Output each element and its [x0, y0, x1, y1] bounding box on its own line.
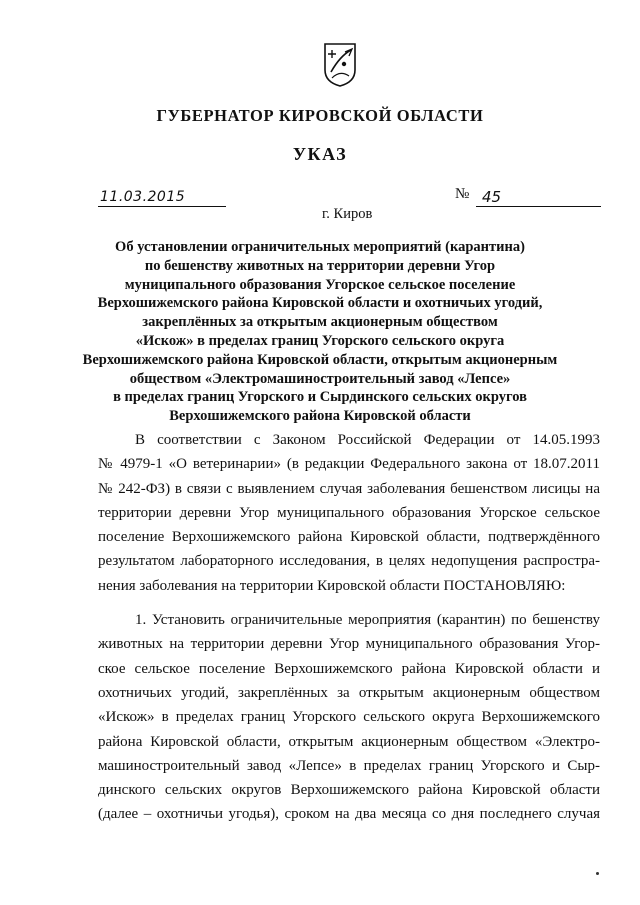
kirov-coat-of-arms-icon — [323, 42, 357, 88]
body-line: 1. Установить ограничительные мероприятия (карантин) по бешенству — [135, 612, 600, 629]
decree-title — [60, 238, 580, 426]
item-1-paragraph — [98, 608, 600, 827]
title-line: по бешенству животных на территории деревни Угор — [144, 257, 496, 274]
title-line: муниципального образования Угорское сельское поселение — [124, 276, 516, 293]
body-line: «Искож» в пределах границ Угорского сельского округа Верхошижемского — [98, 709, 600, 726]
document-type: УКАЗ — [292, 144, 348, 164]
city-name: г. Киров — [322, 206, 373, 222]
body-line: ское сельское поселение Верхошижемского района Кировской области и — [98, 660, 600, 677]
body-line: охотничьих угодий, закреплённых за открытым акционерным обществом — [98, 684, 600, 701]
title-line: «Искож» в пределах границ Угорского сельского округа — [135, 332, 505, 349]
body-line: животных на территории деревни Угор муниципального образования Угор- — [98, 636, 600, 653]
decree-body — [98, 428, 600, 827]
body-line: (далее – охотничьи угодья), сроком на два месяца со дня последнего случая — [98, 806, 600, 823]
body-line: нения заболевания на территории Кировской области ПОСТАНОВЛЯЮ: — [98, 577, 566, 594]
decree-number: 45 — [482, 188, 502, 206]
issuing-authority: ГУБЕРНАТОР КИРОВСКОЙ ОБЛАСТИ — [156, 106, 484, 125]
body-line: территории деревни Угор муниципального образования Угорское сельское — [98, 504, 600, 521]
body-line: машиностроительный завод «Лепсе» в пределах границ Угорского и Сыр- — [98, 757, 600, 774]
preamble-paragraph — [98, 428, 600, 598]
decree-date-field — [98, 186, 226, 207]
scan-dot — [596, 872, 599, 875]
title-line: Об установлении ограничительных мероприятий (карантина) — [115, 239, 525, 255]
title-line: обществом «Электромашиностроительный завод «Лепсе» — [129, 370, 511, 387]
title-line: закреплённых за открытым акционерным обществом — [142, 314, 498, 331]
number-label: № — [455, 186, 470, 202]
body-line: района Кировской области, открытым акционерным обществом «Электро- — [98, 733, 600, 750]
title-line: Верхошижемского района Кировской области, открытым акционерным — [82, 351, 558, 368]
body-line: результатом лабораторного исследования, в целях недопущения распростра- — [98, 553, 600, 570]
body-line: № 4979-1 «О ветеринарии» (в редакции Федерального закона от 18.07.2011 — [98, 456, 600, 473]
body-line: поселение Верхошижемского района Кировской области, подтверждённого — [98, 529, 600, 546]
body-line: В соответствии с Законом Российской Федерации от 14.05.1993 — [135, 432, 600, 448]
title-line: Верхошижемского района Кировской области — [169, 408, 471, 425]
body-line: динского сельских округов Верхошижемского района Кировской области — [98, 782, 600, 799]
title-line: в пределах границ Угорского и Сырдинского сельских округов — [113, 389, 527, 406]
decree-date: 11.03.2015 — [100, 189, 186, 205]
decree-number-field — [476, 186, 601, 207]
body-line: № 242-ФЗ) в связи с выявлением случая заболевания бешенством лисицы на — [98, 480, 600, 497]
title-line: Верхошижемского района Кировской области и охотничьих угодий, — [97, 295, 543, 312]
